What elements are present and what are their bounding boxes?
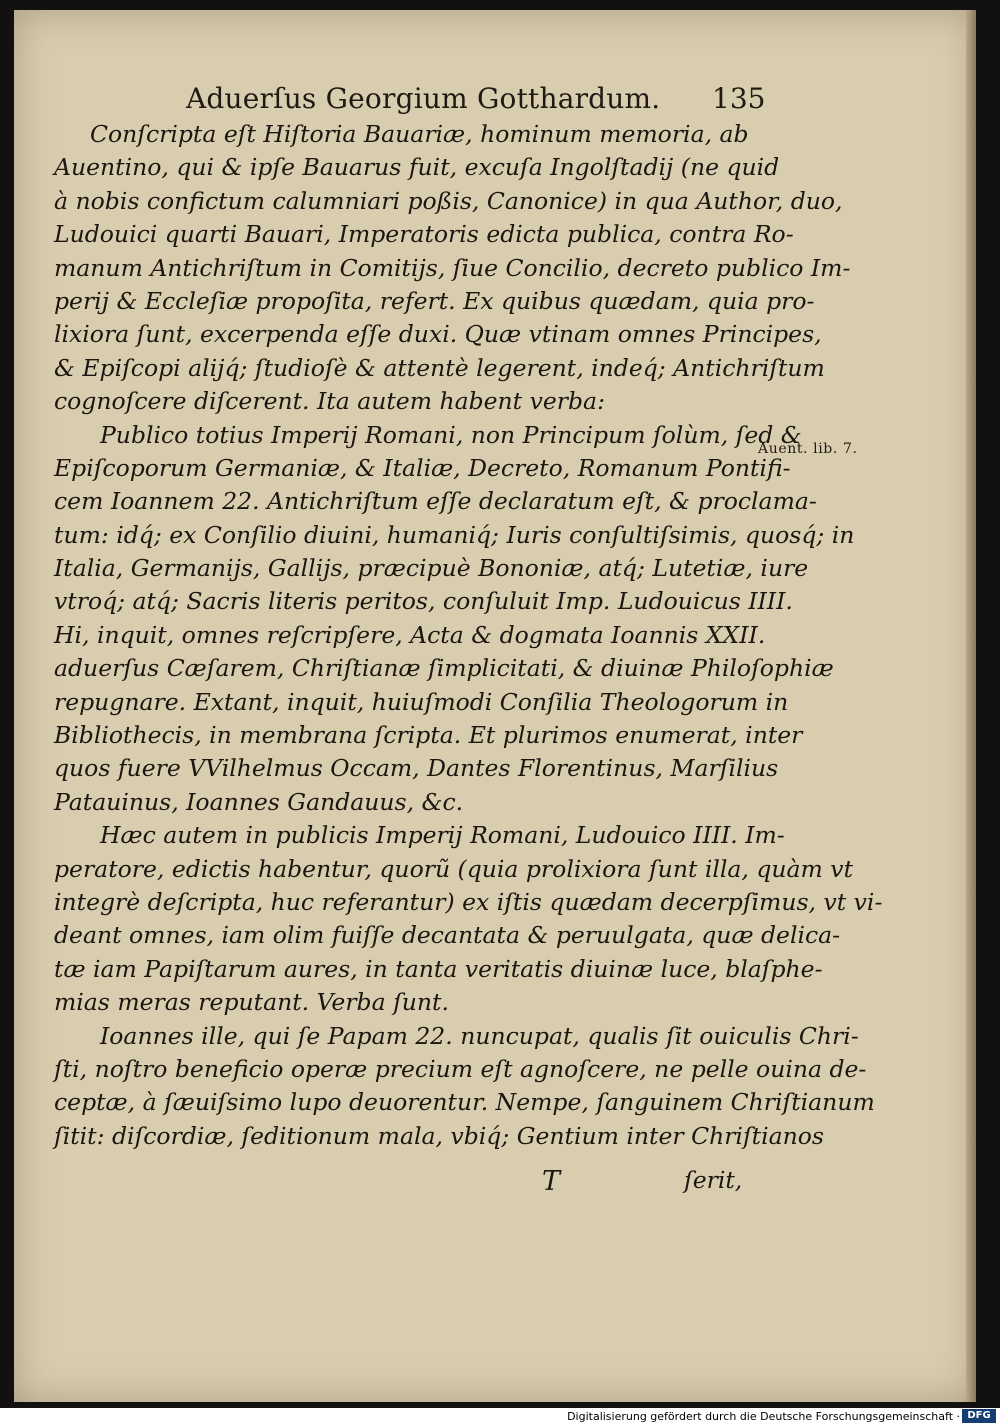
text-line: peratore, edictis habentur, quorũ (quia prolixiora ſunt illa, quàm vt <box>54 854 854 883</box>
text-line: Conſcripta eſt Hiſtoria Bauariæ, hominum memoria, ab <box>90 120 749 148</box>
signature-mark: T <box>542 1166 561 1197</box>
text-line: ſti, noſtro beneficio operæ precium eſt agnoſcere, ne pelle ouina de- <box>54 1054 867 1083</box>
marginal-note: Auent. lib. 7. <box>758 441 858 457</box>
text-line: quos fuere VVilhelmus Occam, Dantes Florentinus, Marſilius <box>54 754 779 783</box>
text-line: à nobis confictum calumniari poßis, Canonice) in qua Author, duo, <box>54 186 843 215</box>
running-head: Aduerſus Georgium Gotthardum. <box>186 82 661 115</box>
text-line: tum: idq́; ex Conſilio diuini, humaniq́; Iuris conſultiſsimis, quosq́; in <box>54 520 855 549</box>
text-line: repugnare. Extant, inquit, huiuſmodi Conſilia Theologorum in <box>54 687 789 716</box>
text-line: & Epiſcopi alijq́; ſtudioſè & attentè legerent, indeq́; Antichriſtum <box>54 353 825 382</box>
text-line: aduerſus Cæſarem, Chriſtianæ ſimplicitati, & diuinæ Philoſophiæ <box>54 654 834 683</box>
text-line: ceptæ, à ſæuiſsimo lupo deuorentur. Nempe, ſanguinem Chriſtianum <box>54 1088 875 1117</box>
text-line: mias meras reputant. Verba ſunt. <box>54 988 449 1017</box>
text-line: tæ iam Papiſtarum aures, in tanta veritatis diuinæ luce, blaſphe- <box>54 954 823 983</box>
text-line: integrè deſcripta, huc referantur) ex iſtis quædam decerpſimus, vt vi- <box>54 887 883 916</box>
catchword: ſerit, <box>684 1166 743 1194</box>
text-line: Hi, inquit, omnes reſcripſere, Acta & dogmata Ioannis XXII. <box>54 620 766 649</box>
text-line: vtroq́; atq́; Sacris literis peritos, conſuluit Imp. Ludouicus IIII. <box>54 587 793 616</box>
text-line: perij & Eccleſiæ propoſita, refert. Ex quibus quædam, quia pro- <box>54 286 815 315</box>
text-line: Ioannes ille, qui ſe Papam 22. nuncupat, qualis ſit ouiculis Chri- <box>100 1021 859 1050</box>
footer-credit: Digitalisierung gefördert durch die Deutsche Forschungsgemeinschaft · <box>567 1410 960 1423</box>
text-line: manum Antichriſtum in Comitijs, ſiue Concilio, decreto publico Im- <box>54 253 851 282</box>
text-line: lixiora ſunt, excerpenda eſſe duxi. Quæ vtinam omnes Principes, <box>54 320 822 349</box>
text-line: deant omnes, iam olim fuiſſe decantata & peruulgata, quæ delica- <box>54 921 841 950</box>
text-line: Bibliothecis, in membrana ſcripta. Et plurimos enumerat, inter <box>54 721 803 750</box>
dfg-logo-icon: DFG <box>962 1409 996 1423</box>
text-line: Patauinus, Ioannes Gandauus, &c. <box>54 787 464 816</box>
text-line: Hæc autem in publicis Imperij Romani, Ludouico IIII. Im- <box>100 821 785 850</box>
text-line: cognoſcere diſcerent. Ita autem habent verba: <box>54 387 605 416</box>
text-line: Ludouici quarti Bauari, Imperatoris edicta publica, contra Ro- <box>54 220 794 249</box>
text-line: Publico totius Imperij Romani, non Principum ſolùm, ſed & <box>100 420 802 449</box>
text-line: ſitit: diſcordiæ, ſeditionum mala, vbiq́; Gentium inter Chriſtianos <box>54 1121 824 1150</box>
text-line: Auentino, qui & ipſe Bauarus fuit, excuſa Ingolſtadij (ne quid <box>54 153 780 182</box>
text-line: Italia, Germanijs, Gallijs, præcipuè Bononiæ, atq́; Lutetiæ, iure <box>54 554 809 583</box>
page-edge <box>966 10 976 1402</box>
text-line: cem Ioannem 22. Antichriſtum eſſe declaratum eſt, & proclama- <box>54 487 817 516</box>
page-number: 135 <box>712 82 766 115</box>
text-line: Epiſcoporum Germaniæ, & Italiæ, Decreto, Romanum Pontifi- <box>54 453 791 482</box>
